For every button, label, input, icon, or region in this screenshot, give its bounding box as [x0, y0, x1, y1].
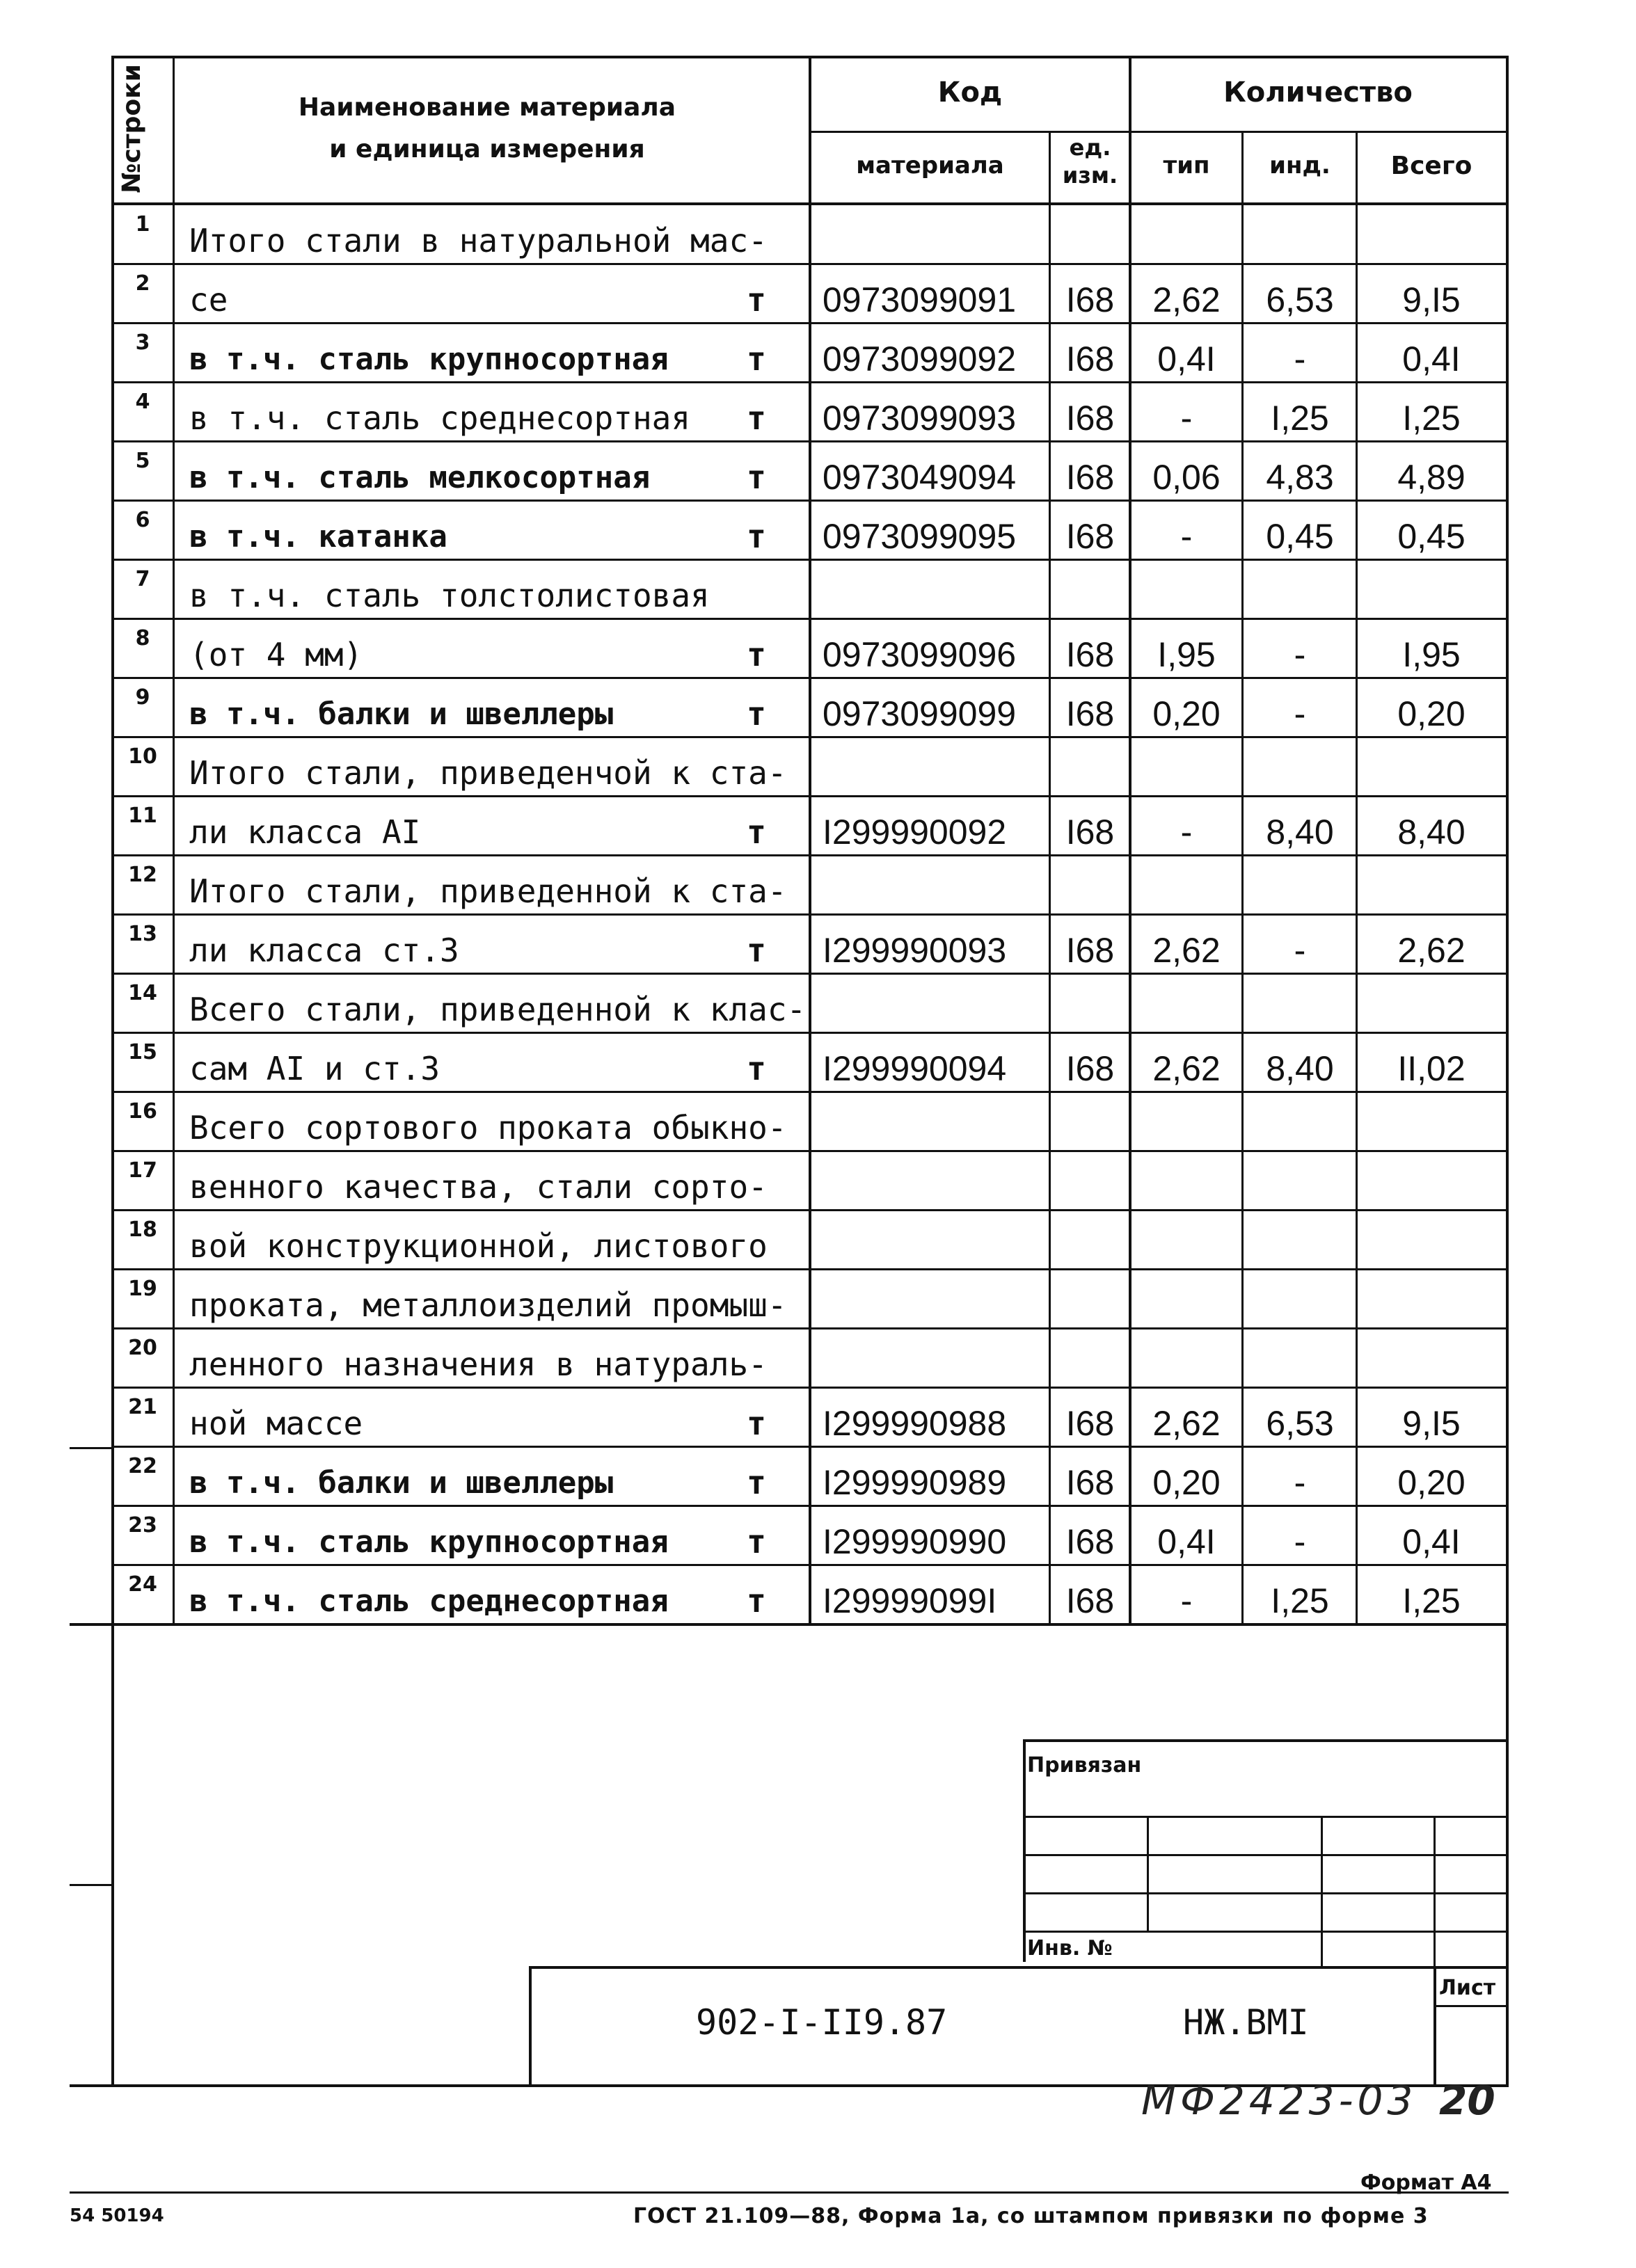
- row-qty-type: [1130, 1268, 1243, 1327]
- row-qty-total: [1357, 1327, 1506, 1387]
- row-name: в т.ч. сталь среднесортная: [189, 399, 691, 437]
- row-name: в т.ч. балки и швеллеры: [189, 1465, 614, 1501]
- row-unit-code: [1050, 854, 1130, 913]
- row-qty-ind: I,25: [1271, 399, 1329, 438]
- row-unit: т: [747, 399, 766, 437]
- row-unit: т: [747, 1582, 766, 1620]
- row-qty-ind: [1243, 736, 1357, 795]
- row-material-code: [810, 559, 1063, 618]
- row-number: 20: [128, 1336, 157, 1360]
- row-qty-total: 4,89: [1397, 458, 1466, 497]
- row-qty-type: 2,62: [1152, 1404, 1221, 1443]
- row-name: в т.ч. сталь мелкосортная: [189, 460, 651, 495]
- rule-line: [529, 1966, 532, 2086]
- row-qty-total: [1357, 204, 1506, 263]
- row-unit: [703, 1091, 810, 1150]
- row-number: 1: [135, 212, 150, 237]
- row-number: 23: [128, 1513, 157, 1538]
- row-material-code: 0973099099: [823, 694, 1017, 733]
- row-qty-ind: -: [1294, 635, 1306, 674]
- row-material-code: I299990988: [823, 1404, 1007, 1443]
- row-qty-ind: 0,45: [1266, 517, 1334, 556]
- row-name: Итого стали, приведенной к ста-: [189, 872, 787, 910]
- row-material-code: I299990990: [823, 1522, 1007, 1561]
- row-number: 7: [135, 567, 150, 591]
- row-qty-type: [1130, 1091, 1243, 1150]
- row-qty-type: -: [1180, 399, 1193, 438]
- row-name: проката, металлоизделий промыш-: [189, 1286, 787, 1324]
- rule-line: [1321, 1816, 1323, 1969]
- row-number: 12: [128, 863, 157, 887]
- row-unit: [703, 736, 810, 795]
- rule-line: [810, 131, 1509, 133]
- row-number: 14: [128, 981, 157, 1005]
- row-name: Итого стали, приведенчой к ста-: [189, 754, 787, 792]
- row-qty-total: 8,40: [1397, 813, 1466, 852]
- row-number: 22: [128, 1454, 157, 1478]
- footer-format: Формат А4: [1360, 2171, 1492, 2195]
- row-material-code: [810, 854, 1063, 913]
- row-name: ной массе: [189, 1405, 363, 1442]
- row-qty-total: [1357, 1209, 1506, 1268]
- row-qty-type: 0,4I: [1157, 340, 1216, 378]
- row-unit: т: [747, 518, 766, 555]
- row-material-code: I299990093: [823, 931, 1007, 970]
- row-material-code: [810, 1091, 1063, 1150]
- row-unit-code: [1050, 736, 1130, 795]
- row-unit-code: I68: [1065, 280, 1115, 319]
- row-qty-ind: [1243, 1209, 1357, 1268]
- row-number: 19: [128, 1277, 157, 1301]
- row-qty-ind: [1243, 854, 1357, 913]
- row-material-code: 0973099091: [823, 280, 1017, 319]
- row-material-code: I299990989: [823, 1463, 1007, 1502]
- row-number: 18: [128, 1217, 157, 1242]
- row-material-code: 0973099095: [823, 517, 1017, 556]
- row-unit: [703, 1209, 810, 1268]
- row-qty-type: 2,62: [1152, 931, 1221, 970]
- row-unit: т: [747, 1050, 766, 1087]
- row-qty-total: [1357, 736, 1506, 795]
- rule-line: [1023, 1739, 1509, 1742]
- stamp-inv-no: Инв. №: [1027, 1936, 1113, 1960]
- row-unit: т: [747, 1523, 766, 1560]
- stamp-sheet-number: 20: [1439, 2077, 1495, 2124]
- row-qty-total: 0,4I: [1402, 340, 1461, 378]
- row-unit-code: I68: [1065, 635, 1115, 674]
- row-name: в т.ч. сталь крупносортная: [189, 1524, 669, 1560]
- row-qty-total: I,25: [1402, 399, 1461, 438]
- row-name: в т.ч. сталь крупносортная: [189, 342, 669, 377]
- row-qty-total: 0,20: [1397, 694, 1466, 733]
- row-qty-type: 0,20: [1152, 1463, 1221, 1502]
- rule-line: [1434, 1966, 1436, 2086]
- row-name: в т.ч. сталь среднесортная: [189, 1583, 669, 1619]
- row-material-code: [810, 1268, 1063, 1327]
- row-qty-type: I,95: [1157, 635, 1216, 674]
- row-number: 13: [128, 922, 157, 946]
- row-number: 4: [135, 390, 150, 414]
- row-unit-code: [1050, 1209, 1130, 1268]
- row-qty-total: [1357, 1091, 1506, 1150]
- row-qty-type: 0,4I: [1157, 1522, 1216, 1561]
- row-name: венного качества, стали сорто-: [189, 1168, 768, 1206]
- row-unit-code: [1050, 1268, 1130, 1327]
- row-qty-type: [1130, 1327, 1243, 1387]
- row-number: 11: [128, 804, 157, 828]
- row-number: 8: [135, 626, 150, 650]
- row-unit: [703, 1268, 810, 1327]
- row-unit-code: I68: [1065, 1581, 1115, 1620]
- row-name: в т.ч. сталь толстолистовая: [189, 577, 710, 614]
- row-unit: [703, 1327, 810, 1387]
- row-qty-ind: [1243, 1268, 1357, 1327]
- header-q-ind: инд.: [1269, 152, 1331, 179]
- row-qty-type: [1130, 973, 1243, 1032]
- row-qty-total: [1357, 559, 1506, 618]
- header-quantity: Количество: [1223, 77, 1413, 109]
- row-unit-code: I68: [1065, 340, 1115, 378]
- row-material-code: I299990094: [823, 1049, 1007, 1088]
- row-qty-total: II,02: [1397, 1049, 1466, 1088]
- header-code: Код: [937, 77, 1003, 109]
- row-unit: т: [747, 1464, 766, 1501]
- row-material-code: [810, 1327, 1063, 1387]
- row-unit: т: [747, 281, 766, 319]
- row-qty-ind: 4,83: [1266, 458, 1334, 497]
- row-qty-type: 0,20: [1152, 694, 1221, 733]
- header-row-number: №строки: [118, 64, 146, 193]
- row-qty-ind: -: [1294, 1463, 1306, 1502]
- header-code-unit: ед. изм.: [1062, 134, 1118, 189]
- row-qty-ind: [1243, 1150, 1357, 1209]
- row-number: 2: [135, 271, 150, 296]
- row-qty-ind: 8,40: [1266, 1049, 1334, 1088]
- row-number: 10: [128, 744, 157, 769]
- row-qty-total: [1357, 1150, 1506, 1209]
- row-number: 6: [135, 508, 150, 532]
- row-qty-type: [1130, 1209, 1243, 1268]
- header-q-total: Всего: [1390, 152, 1472, 180]
- row-qty-total: 0,4I: [1402, 1522, 1461, 1561]
- row-unit: [703, 973, 810, 1032]
- row-number: 5: [135, 449, 150, 473]
- footer-gost: ГОСТ 21.109—88, Форма 1а, со штампом привязки по форме 3: [633, 2204, 1429, 2228]
- row-number: 16: [128, 1099, 157, 1124]
- row-name: ли класса ст.3: [189, 932, 459, 969]
- row-unit: т: [747, 813, 766, 851]
- row-qty-ind: [1243, 204, 1357, 263]
- rule-line: [1023, 1892, 1509, 1894]
- row-unit: т: [747, 340, 766, 378]
- row-qty-type: [1130, 736, 1243, 795]
- row-qty-total: [1357, 854, 1506, 913]
- row-qty-total: 2,62: [1397, 931, 1466, 970]
- row-unit-code: [1050, 559, 1130, 618]
- row-unit-code: I68: [1065, 1463, 1115, 1502]
- rule-line: [1023, 1931, 1509, 1933]
- row-qty-total: 0,45: [1397, 517, 1466, 556]
- row-qty-total: [1357, 973, 1506, 1032]
- footer-left-code: 54 50194: [70, 2205, 164, 2226]
- row-unit-code: I68: [1065, 399, 1115, 438]
- row-unit-code: [1050, 1091, 1130, 1150]
- row-qty-ind: 6,53: [1266, 280, 1334, 319]
- rule-line: [1147, 1816, 1149, 1931]
- stamp-designation: 902-I-II9.87: [696, 2002, 948, 2043]
- row-material-code: [810, 204, 1063, 263]
- row-qty-total: 9,I5: [1402, 1404, 1461, 1443]
- row-unit-code: [1050, 204, 1130, 263]
- rule-line: [529, 1966, 1509, 1969]
- row-qty-ind: I,25: [1271, 1581, 1329, 1620]
- row-unit-code: I68: [1065, 517, 1115, 556]
- row-qty-type: 0,06: [1152, 458, 1221, 497]
- row-qty-ind: [1243, 1091, 1357, 1150]
- row-unit-code: I68: [1065, 458, 1115, 497]
- row-material-code: 0973049094: [823, 458, 1017, 497]
- row-qty-ind: -: [1294, 1522, 1306, 1561]
- row-qty-type: [1130, 854, 1243, 913]
- row-unit-code: [1050, 973, 1130, 1032]
- row-material-code: 0973099096: [823, 635, 1017, 674]
- row-unit-code: I68: [1065, 1522, 1115, 1561]
- row-number: 21: [128, 1395, 157, 1419]
- row-material-code: [810, 736, 1063, 795]
- rule-line: [70, 2191, 1509, 2194]
- row-unit-code: [1050, 1150, 1130, 1209]
- row-unit: т: [747, 636, 766, 673]
- rule-line: [70, 1884, 113, 1886]
- stamp-privyazan: Привязан: [1027, 1753, 1142, 1778]
- row-material-code: 0973099093: [823, 399, 1017, 438]
- row-name: Всего сортового проката обыкно-: [189, 1109, 787, 1147]
- row-unit-code: I68: [1065, 694, 1115, 733]
- row-unit-code: I68: [1065, 813, 1115, 852]
- row-unit: т: [747, 1405, 766, 1442]
- row-material-code: [810, 1150, 1063, 1209]
- row-unit-code: [1050, 1327, 1130, 1387]
- row-unit-code: I68: [1065, 1049, 1115, 1088]
- row-qty-type: 2,62: [1152, 1049, 1221, 1088]
- row-unit-code: I68: [1065, 931, 1115, 970]
- row-name: в т.ч. катанка: [189, 519, 447, 554]
- row-material-code: I29999099I: [823, 1581, 997, 1620]
- row-qty-total: 9,I5: [1402, 280, 1461, 319]
- header-name: Наименование материала и единица измерения: [298, 93, 676, 163]
- row-name: Итого стали в натуральной мас-: [189, 222, 768, 259]
- row-qty-type: [1130, 559, 1243, 618]
- row-number: 9: [135, 685, 150, 710]
- row-qty-type: -: [1180, 1581, 1193, 1620]
- stamp-handwritten-number: МФ2423-03: [1141, 2077, 1417, 2124]
- row-material-code: I299990092: [823, 813, 1007, 852]
- row-name: вой конструкционной, листового: [189, 1227, 768, 1265]
- row-unit: т: [747, 458, 766, 496]
- row-qty-ind: 6,53: [1266, 1404, 1334, 1443]
- rule-line: [70, 1447, 113, 1449]
- row-unit: т: [747, 695, 766, 733]
- row-qty-ind: [1243, 1327, 1357, 1387]
- row-material-code: 0973099092: [823, 340, 1017, 378]
- row-number: 17: [128, 1158, 157, 1183]
- row-qty-ind: -: [1294, 694, 1306, 733]
- rule-line: [1434, 2005, 1509, 2007]
- rule-line: [1023, 1739, 1026, 1962]
- row-name: ли класса АI: [189, 813, 421, 851]
- row-qty-total: 0,20: [1397, 1463, 1466, 1502]
- row-qty-ind: 8,40: [1266, 813, 1334, 852]
- row-name: Всего стали, приведенной к клас-: [189, 991, 807, 1028]
- row-name: (от 4 мм): [189, 636, 363, 673]
- stamp-sheet-label: Лист: [1439, 1976, 1496, 2000]
- row-qty-type: 2,62: [1152, 280, 1221, 319]
- rule-line: [1506, 56, 1509, 2087]
- rule-line: [1023, 1854, 1509, 1856]
- rule-line: [1434, 1816, 1436, 1969]
- row-qty-ind: -: [1294, 340, 1306, 378]
- row-qty-ind: [1243, 559, 1357, 618]
- row-qty-total: I,25: [1402, 1581, 1461, 1620]
- rule-line: [70, 1623, 1509, 1626]
- row-number: 15: [128, 1040, 157, 1064]
- row-unit: [703, 1150, 810, 1209]
- header-q-type: тип: [1163, 152, 1210, 179]
- row-number: 24: [128, 1572, 157, 1597]
- row-unit: т: [747, 932, 766, 969]
- row-qty-total: [1357, 1268, 1506, 1327]
- row-number: 3: [135, 330, 150, 355]
- row-name: ленного назначения в натураль-: [189, 1345, 768, 1383]
- row-unit: [703, 854, 810, 913]
- row-qty-ind: [1243, 973, 1357, 1032]
- row-qty-type: [1130, 204, 1243, 263]
- row-qty-type: -: [1180, 813, 1193, 852]
- row-unit-code: I68: [1065, 1404, 1115, 1443]
- row-qty-type: -: [1180, 517, 1193, 556]
- row-qty-total: I,95: [1402, 635, 1461, 674]
- row-material-code: [810, 1209, 1063, 1268]
- row-name: се: [189, 281, 228, 319]
- header-code-material: материала: [856, 152, 1004, 179]
- row-name: сам АI и ст.3: [189, 1050, 440, 1087]
- row-material-code: [810, 973, 1063, 1032]
- row-qty-ind: -: [1294, 931, 1306, 970]
- stamp-doc-code: НЖ.ВМI: [1183, 2002, 1309, 2043]
- row-name: в т.ч. балки и швеллеры: [189, 696, 614, 732]
- row-qty-type: [1130, 1150, 1243, 1209]
- rule-line: [1023, 1816, 1509, 1818]
- row-unit: [703, 204, 810, 263]
- row-unit: [703, 559, 810, 618]
